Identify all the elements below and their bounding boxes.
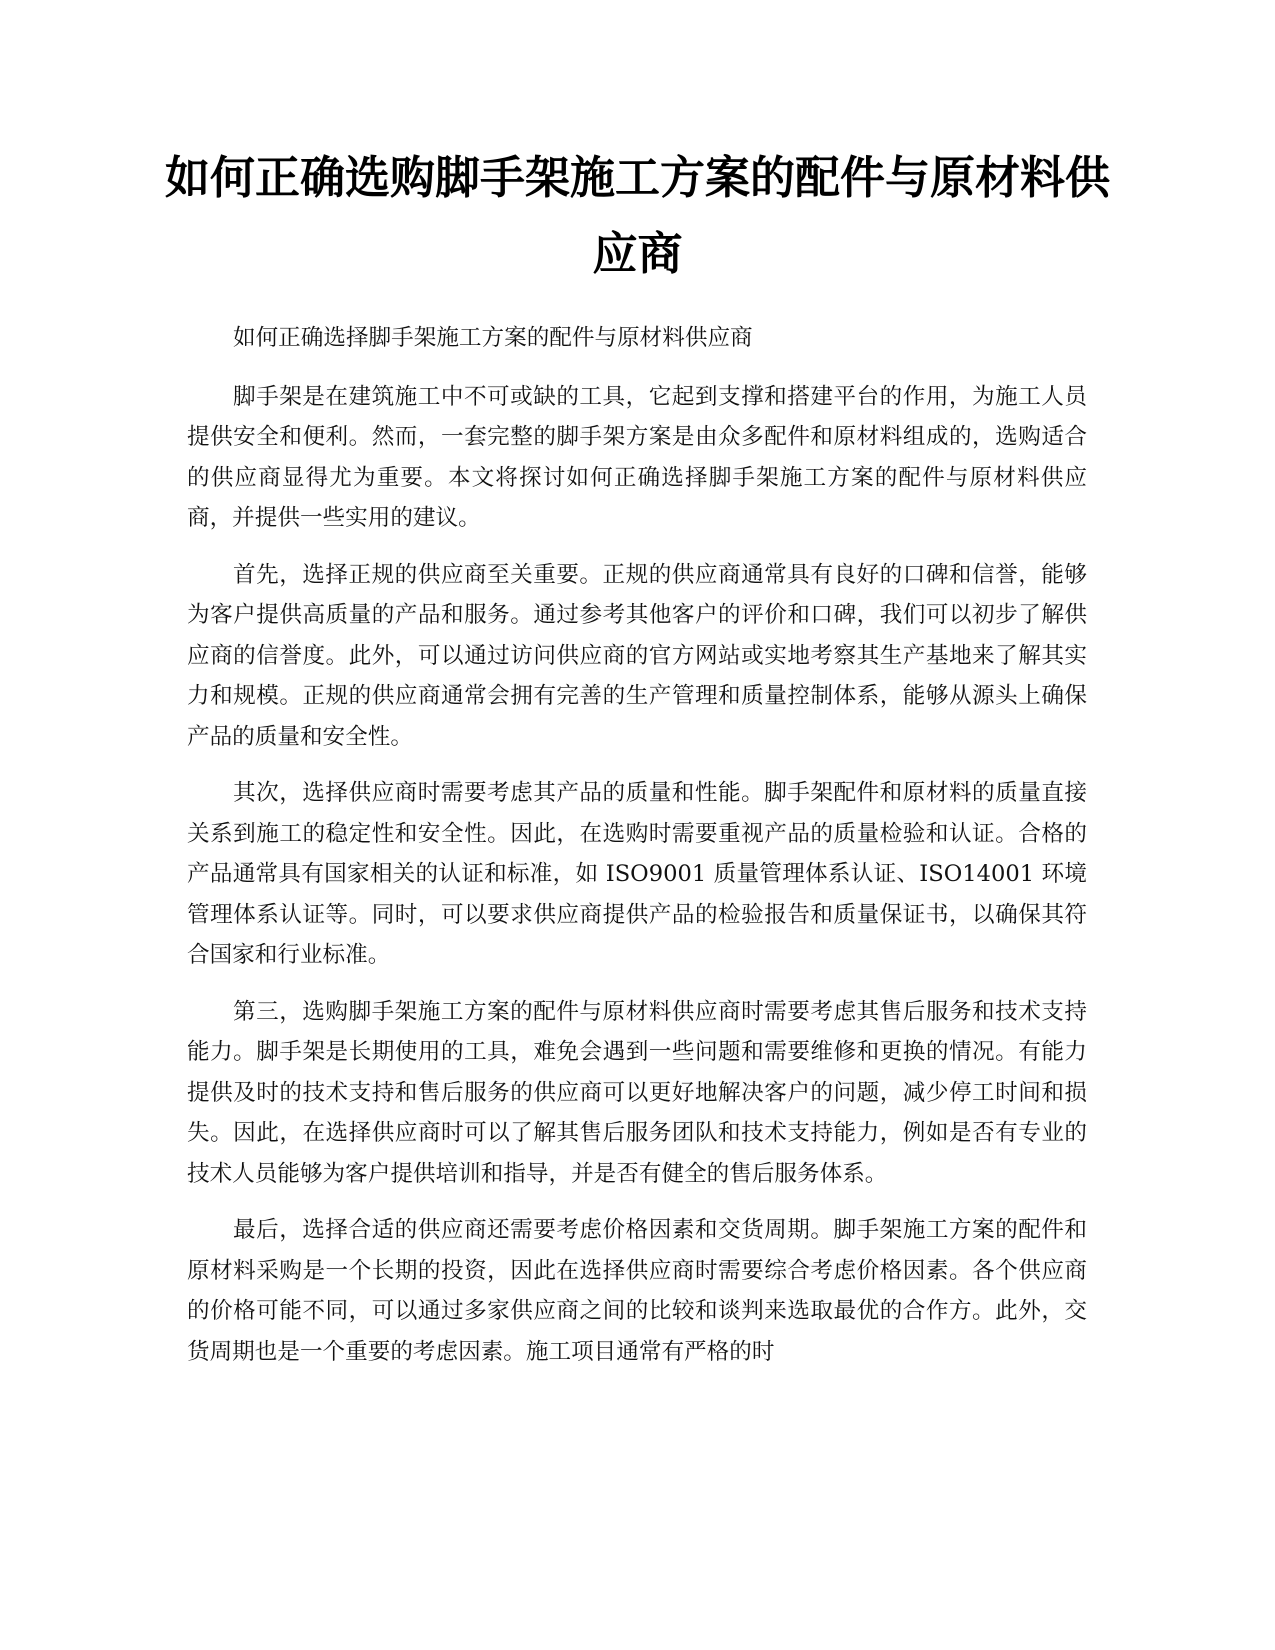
subtitle-paragraph: 如何正确选择脚手架施工方案的配件与原材料供应商	[233, 325, 753, 351]
paragraph-first-point: 首先，选择正规的供应商至关重要。正规的供应商通常具有良好的口碑和信誉，能够为客户提供高质量的产品和服务。通过参考其他客户的评价和口碑，我们可以初步了解供应商的信誉度。此外，可以通过访问供应商的官方网站或实地考察其生产基地来了解其实力和规模。正规的供应商通常会拥有完善的生产管理和质量控制体系，能够从源头上确保产品的质量和安全性。	[187, 561, 1087, 750]
intro-paragraph: 脚手架是在建筑施工中不可或缺的工具，它起到支撑和搭建平台的作用，为施工人员提供安全和便利。然而，一套完整的脚手架方案是由众多配件和原材料组成的，选购适合的供应商显得尤为重要。本文将探讨如何正确选择脚手架施工方案的配件与原材料供应商，并提供一些实用的建议。	[187, 383, 1087, 531]
paragraph-third-point: 第三，选购脚手架施工方案的配件与原材料供应商时需要考虑其售后服务和技术支持能力。脚手架是长期使用的工具，难免会遇到一些问题和需要维修和更换的情况。有能力提供及时的技术支持和售后服务的供应商可以更好地解决客户的问题，减少停工时间和损失。因此，在选择供应商时可以了解其售后服务团队和技术支持能力，例如是否有专业的技术人员能够为客户提供培训和指导，并是否有健全的售后服务体系。	[187, 998, 1087, 1187]
paragraph-second-point: 其次，选择供应商时需要考虑其产品的质量和性能。脚手架配件和原材料的质量直接关系到施工的稳定性和安全性。因此，在选购时需要重视产品的质量检验和认证。合格的产品通常具有国家相关的认证和标准，如 ISO9001 质量管理体系认证、ISO14001 环境管理体系认证等。同时，可以要求供应商提供产品的检验报告和质量保证书，以确保其符合国家和行业标准。	[187, 780, 1087, 968]
document-title: 如何正确选购脚手架施工方案的配件与原材料供应商	[164, 151, 1110, 280]
document-body	[187, 318, 1087, 1388]
paragraph-final-point: 最后，选择合适的供应商还需要考虑价格因素和交货周期。脚手架施工方案的配件和原材料采购是一个长期的投资，因此在选择供应商时需要综合考虑价格因素。各个供应商的价格可能不同，可以通过多家供应商之间的比较和谈判来选取最优的合作方。此外，交货周期也是一个重要的考虑因素。施工项目通常有严格的时	[187, 1217, 1087, 1365]
